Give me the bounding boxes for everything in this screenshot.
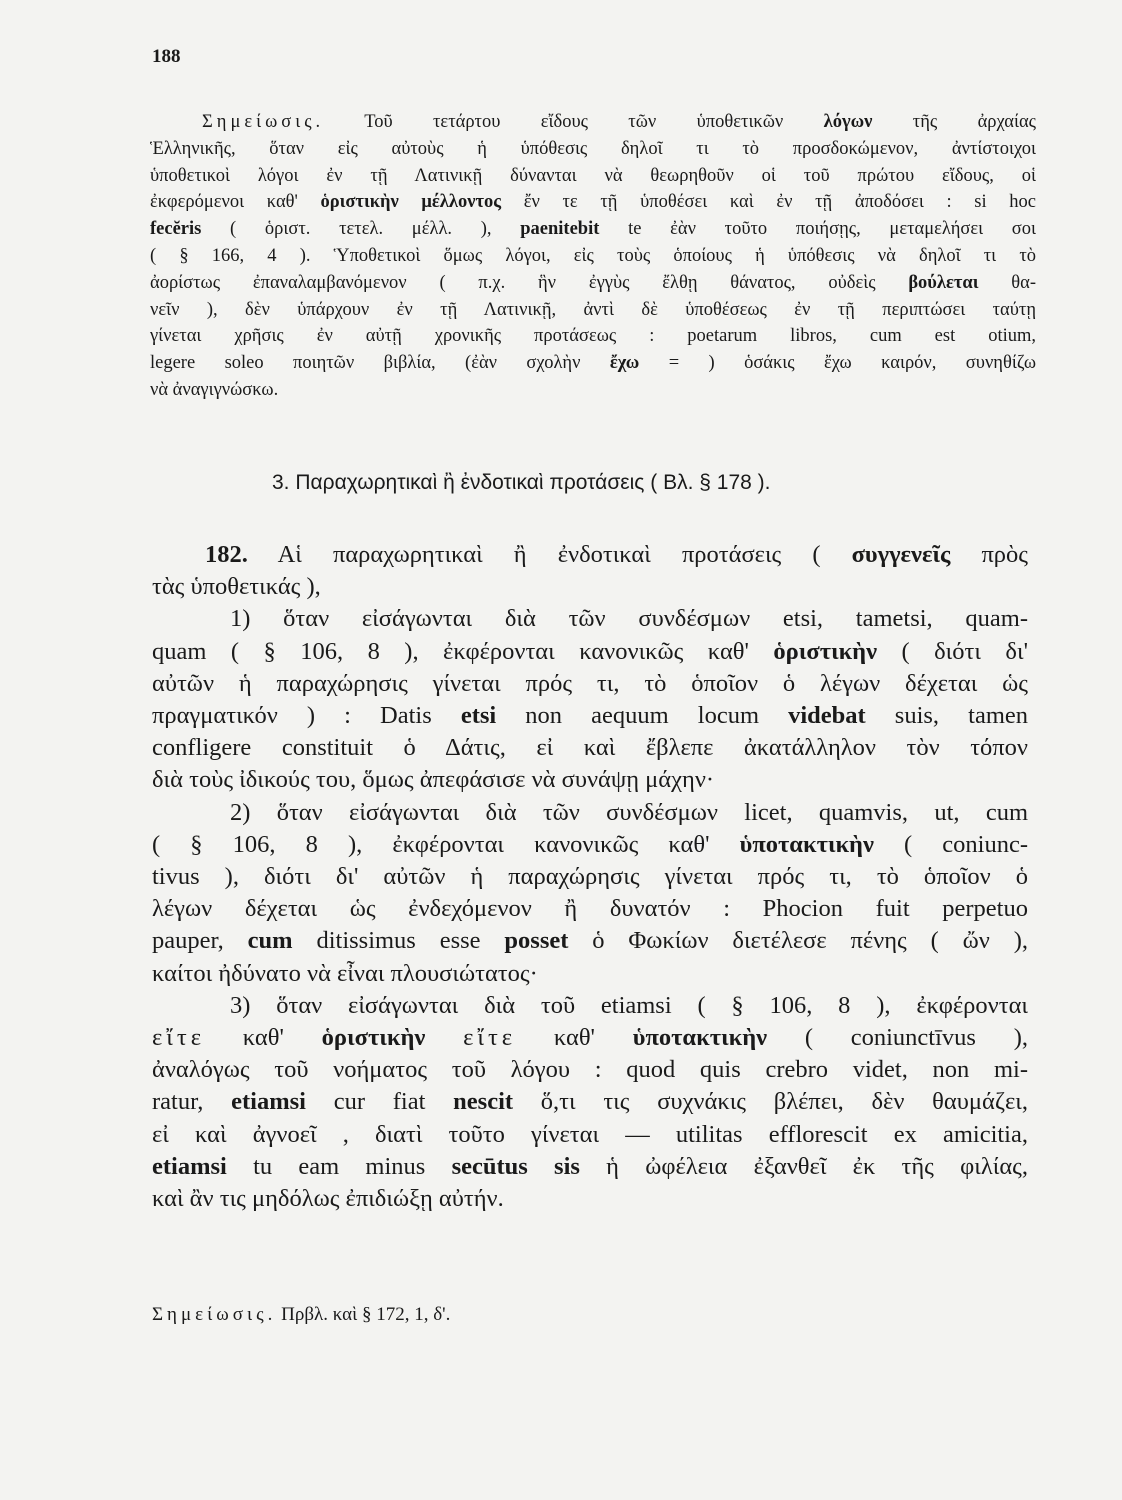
text-segment: νεῖν ), δὲν ὑπάρχουν ἐν τῇ Λατινικῇ, ἀντὶ δὲ ὑποθέσεως ἐν τῇ περιπτώσει ταύτῃ [150,299,1036,320]
text-segment: ὁ Φωκίων διετέλεσε πένης ( ὤν ), [568,927,1028,955]
text-line [150,163,1036,190]
text-segment: ratur, [152,1088,232,1116]
text-segment: καὶ ἂν τις μηδόλως ἐπιδιώξῃ αὐτήν. [152,1185,504,1213]
text-line [150,377,1036,404]
text-segment: ἐκφερόμενοι καθ' [150,192,321,213]
text-segment: ( § 106, 8 ), ἐκφέρονται κανονικῶς καθ' [152,830,740,858]
bold-text: βούλεται [908,272,979,293]
text-line [152,893,1028,925]
text-line [152,1086,1028,1118]
text-segment: τῆς ἀρχαίας [872,112,1036,132]
bold-text: ὁριστικὴν [321,1024,426,1052]
bold-text: posset [504,927,569,955]
text-segment [425,1024,463,1051]
text-line [152,1022,1028,1054]
text-line [152,571,1028,603]
bold-text: λόγων [823,112,873,132]
text-segment: tivus ), διότι δι' αὐτῶν ἡ παραχώρησις γίνεται πρός τι, τὸ ὁποῖον ὁ [152,863,1028,891]
text-segment: Πρβλ. καὶ § 172, 1, δ'. [276,1304,451,1325]
bold-text: nescit [453,1088,514,1116]
bold-text: etsi [460,702,497,730]
text-segment: Αἱ παραχωρητικαὶ ἢ ἐνδοτικαὶ προτάσεις ( [247,541,852,568]
text-segment: τὰς ὑποθετικάς ), [152,573,321,601]
text-segment: Σημείωσις. [202,112,325,132]
section-heading: 3. Παραχωρητικαὶ ἢ ἐνδοτικαὶ προτάσεις ( Βλ. § 178 ). [272,471,771,494]
text-line [152,1151,1028,1183]
text-line [152,1054,1028,1086]
text-segment: ( ὁριστ. τετελ. μέλλ. ), [201,219,521,240]
text-segment: πρὸς [950,541,1028,568]
text-segment: ὑποθετικοὶ λόγοι ἐν τῇ Λατινικῇ δύνανται νὰ θεωρηθοῦν οἱ τοῦ πρώτου εἴδους, οἱ [150,165,1036,186]
text-segment: εἴτε [152,1024,206,1052]
text-line [150,323,1036,350]
text-segment: pauper, [152,927,248,955]
bold-text: ὑποτακτικὴν [739,830,874,858]
bold-text: videbat [788,702,866,730]
text-segment: θα- [978,272,1037,293]
bold-text: fecĕris [150,219,202,240]
text-segment: πραγματικόν ) : Datis [152,702,461,730]
text-segment: ἀορίστως ἐπαναλαμβανόμενον ( π.χ. ἣν ἐγγὺς ἔλθῃ θάνατος, οὐδεὶς [150,272,909,293]
bold-text: etiamsi [231,1088,306,1116]
bold-text: ὁριστικὴν μέλλοντος [320,192,502,213]
section-182-body [152,539,1028,1215]
text-segment: γίνεται χρῆσις ἐν αὐτῇ χρονικῆς προτάσεως : poetarum libros, cum est otium, [150,326,1036,347]
text-line [152,925,1028,957]
bold-text: secūtus sis [451,1152,580,1180]
text-line [150,109,1036,136]
text-line [152,829,1028,861]
text-segment: suis, tamen [865,702,1029,730]
text-segment: confligere constituit ὁ Δάτις, εἰ καὶ ἔβλεπε ἀκατάλληλον τὸν τόπον [152,734,1028,762]
text-line [152,539,1028,571]
text-segment: 3) ὅταν εἰσάγωνται διὰ τοῦ etiamsi ( § 106, 8 ), ἐκφέρονται [230,991,1028,1019]
text-line [152,636,1028,668]
text-segment: ( coniunctīvus ), [767,1024,1028,1052]
text-segment: quam ( § 106, 8 ), ἐκφέρονται κανονικῶς καθ' [152,637,774,665]
text-segment: Σημείωσις. [152,1304,277,1325]
text-segment: καθ' [205,1024,322,1052]
footnote [152,1304,450,1326]
text-line [152,764,1028,796]
text-line [150,350,1036,377]
text-line [152,1119,1028,1151]
text-line [152,700,1028,732]
text-segment: ( διότι δι' [877,637,1028,665]
text-line [152,1183,1028,1215]
text-segment: ἔν τε τῇ ὑποθέσει καὶ ἐν τῇ ἀποδόσει : si hoc [501,192,1036,213]
text-segment: non aequum locum [496,702,789,730]
text-segment: καίτοι ἠδύνατο νὰ εἶναι πλουσιώτατος· [152,959,538,987]
text-segment: ( § 166, 4 ). Ὑποθετικοὶ ὅμως λόγοι, εἰς τοὺς ὁποίους ἡ ὑπόθεσις νὰ δηλοῖ τι τὸ [150,245,1036,266]
text-line [150,270,1036,297]
text-line [152,990,1028,1022]
bold-text: ὁριστικὴν [773,637,878,665]
text-segment: legere soleo ποιητῶν βιβλία, (ἐὰν σχολὴν [150,353,610,374]
bold-text: ὑποτακτικὴν [632,1024,768,1052]
text-segment: Ἑλληνικῆς, ὅταν εἰς αὐτοὺς ἡ ὑπόθεσις δηλοῖ τι τὸ προσδοκώμενον, ἀντίστοιχοι [150,138,1036,159]
text-segment: λέγων δέχεται ὡς ἐνδεχόμενον ἢ δυνατόν : Phocion fuit perpetuo [152,895,1028,923]
text-segment: ἀναλόγως τοῦ νοήματος τοῦ λόγου : quod quis crebro videt, non mi- [152,1056,1028,1084]
bold-text: συγγενεῖς [851,541,951,568]
bold-text: etiamsi [152,1152,227,1180]
note-paragraph [150,109,1036,404]
text-line [152,732,1028,764]
text-segment: = ) ὁσάκις ἔχω καιρόν, συνηθίζω [639,353,1036,374]
text-segment: ditissimus esse [292,927,505,955]
text-segment: ἡ ὠφέλεια ἐξανθεῖ ἐκ τῆς φιλίας, [579,1152,1028,1180]
text-line [152,861,1028,893]
text-line [150,297,1036,324]
text-segment: καθ' [516,1024,633,1052]
text-line [150,136,1036,163]
text-segment: ( coniunc- [873,830,1029,858]
page-number: 188 [152,46,181,67]
text-line [150,216,1036,243]
bold-text: cum [247,927,293,955]
bold-text: paenitebit [520,219,600,240]
text-segment: ὅ,τι τις συχνάκις βλέπει, δὲν θαυμάζει, [513,1088,1028,1116]
text-segment: cur fiat [305,1088,454,1116]
text-segment: αὐτῶν ἡ παραχώρησις γίνεται πρός τι, τὸ ὁποῖον ὁ λέγων δέχεται ὡς [152,669,1028,697]
text-segment: διὰ τοὺς ἰδικούς του, ὅμως ἀπεφάσισε νὰ συνάψῃ μάχην· [152,766,715,794]
text-segment: Τοῦ τετάρτου εἴδους τῶν ὑποθετικῶν [324,112,824,132]
text-segment: 2) ὅταν εἰσάγωνται διὰ τῶν συνδέσμων licet, quamvis, ut, cum [230,798,1028,826]
text-segment: te ἐὰν τοῦτο ποιήσῃς, μεταμελήσει σοι [599,219,1036,240]
text-segment: 1) ὅταν εἰσάγωνται διὰ τῶν συνδέσμων etsi, tametsi, quam- [230,605,1028,633]
text-line [152,958,1028,990]
text-segment: tu eam minus [226,1152,452,1180]
text-line [152,603,1028,635]
text-line [152,797,1028,829]
text-segment: εἴτε [463,1024,517,1052]
text-line [150,189,1036,216]
text-line [152,668,1028,700]
bold-text: 182. [205,541,248,568]
text-segment: εἰ καὶ ἀγνοεῖ , διατὶ τοῦτο γίνεται — utilitas efflorescit ex amicitia, [152,1120,1028,1148]
text-segment: νὰ ἀναγιγνώσκω. [150,379,279,400]
bold-text: ἔχω [609,353,640,374]
text-line [150,243,1036,270]
